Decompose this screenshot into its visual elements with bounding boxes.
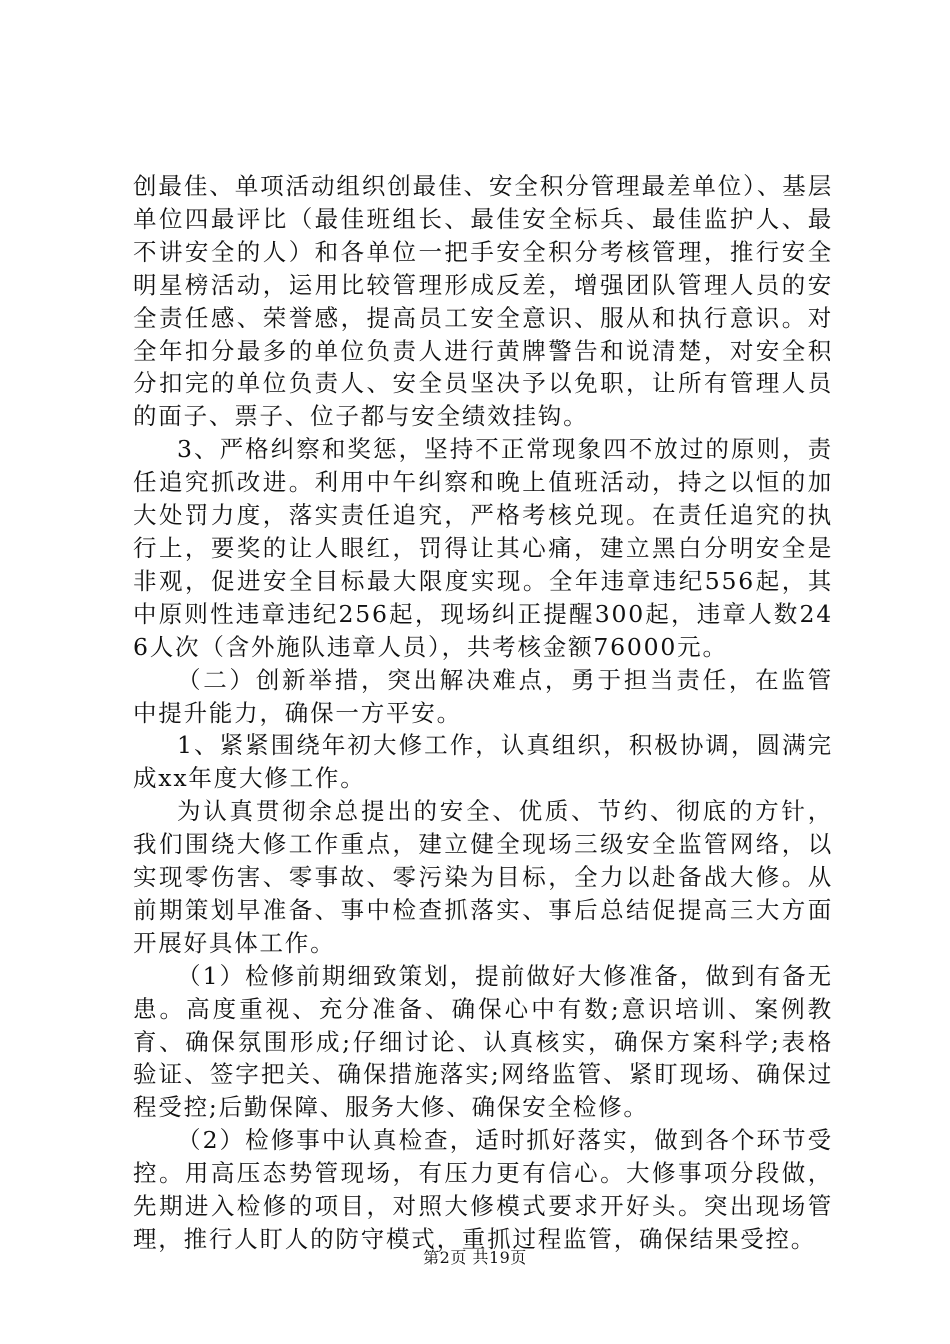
paragraph-7: （2）检修事中认真检查，适时抓好落实，做到各个环节受控。用高压态势管现场，有压力更有信心。大修事项分段做，先期进入检修的项目，对照大修模式要求开好头。突出现场管理，推行人盯人的防守模式，重抓过程监管，确保结果受控。	[133, 1126, 833, 1253]
paragraph-4: 1、紧紧围绕年初大修工作，认真组织，积极协调，圆满完成xx年度大修工作。	[133, 731, 833, 793]
page-footer: 第2页 共19页	[423, 1248, 527, 1267]
document-body	[133, 170, 833, 1256]
paragraph-5: 为认真贯彻余总提出的安全、优质、节约、彻底的方针，我们围绕大修工作重点，建立健全现场三级安全监管网络，以实现零伤害、零事故、零污染为目标，全力以赴备战大修。从前期策划早准备、事中检查抓落实、事后总结促提高三大方面开展好具体工作。	[133, 797, 833, 957]
paragraph-2: 3、严格纠察和奖惩，坚持不正常现象四不放过的原则，责任追究抓改进。利用中午纠察和晚上值班活动，持之以恒的加大处罚力度，落实责任追究，严格考核兑现。在责任追究的执行上，要奖的让人眼红，罚得让其心痛，建立黑白分明安全是非观，促进安全目标最大限度实现。全年违章违纪556起，其中原则性违章违纪256起，现场纠正提醒300起，违章人数246人次（含外施队违章人员），共考核金额76000元。	[133, 435, 833, 661]
paragraph-3: （二）创新举措，突出解决难点，勇于担当责任，在监管中提升能力，确保一方平安。	[133, 665, 833, 727]
paragraph-1: 创最佳、单项活动组织创最佳、安全积分管理最差单位）、基层单位四最评比（最佳班组长、最佳安全标兵、最佳监护人、最不讲安全的人）和各单位一把手安全积分考核管理，推行安全明星榜活动，运用比较管理形成反差，增强团队管理人员的安全责任感、荣誉感，提高员工安全意识、服从和执行意识。对全年扣分最多的单位负责人进行黄牌警告和说清楚，对安全积分扣完的单位负责人、安全员坚决予以免职，让所有管理人员的面子、票子、位子都与安全绩效挂钩。	[133, 172, 833, 431]
paragraph-6: （1）检修前期细致策划，提前做好大修准备，做到有备无患。高度重视、充分准备、确保心中有数;意识培训、案例教育、确保氛围形成;仔细讨论、认真核实，确保方案科学;表格验证、签字把关、确保措施落实;网络监管、紧盯现场、确保过程受控;后勤保障、服务大修、确保安全检修。	[133, 961, 833, 1122]
